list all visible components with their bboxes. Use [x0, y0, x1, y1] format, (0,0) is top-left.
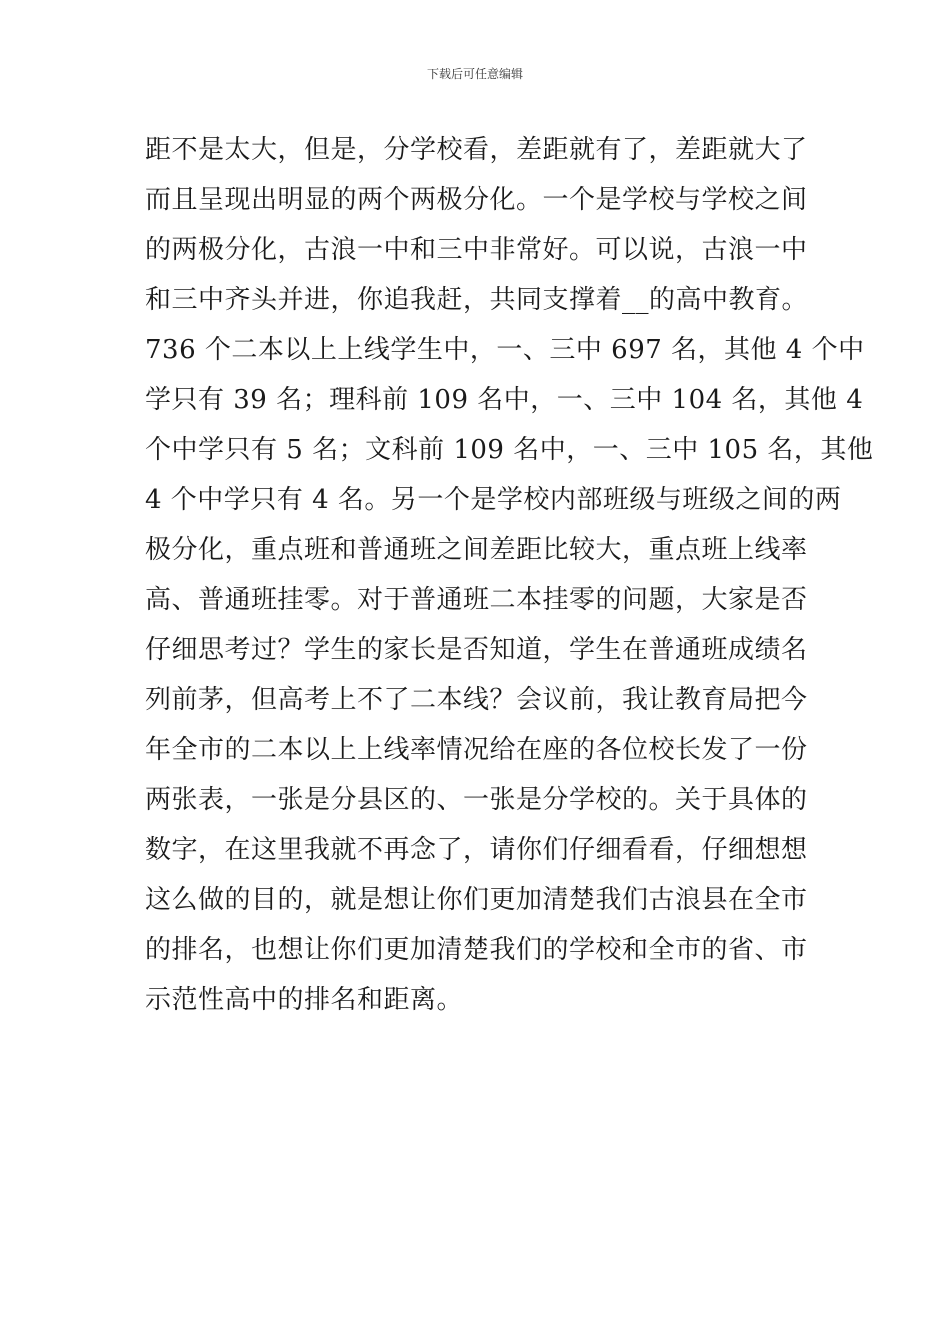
- text-line: 4 个中学只有 4 名。另一个是学校内部班级与班级之间的两: [145, 485, 842, 515]
- text-line: 学只有 39 名；理科前 109 名中，一、三中 104 名，其他 4: [145, 385, 864, 415]
- text-line: 极分化，重点班和普通班之间差距比较大，重点班上线率: [145, 535, 808, 565]
- page-header: 下载后可任意编辑: [426, 67, 523, 81]
- text-line: 列前茅，但高考上不了二本线？会议前，我让教育局把今: [145, 685, 808, 715]
- text-line: 的排名，也想让你们更加清楚我们的学校和全市的省、市: [145, 935, 808, 965]
- text-line: 和三中齐头并进，你追我赶，共同支撑着__的高中教育。: [145, 285, 809, 315]
- text-line: 两张表，一张是分县区的、一张是分学校的。关于具体的: [145, 785, 808, 815]
- text-line: 示范性高中的排名和距离。: [145, 985, 464, 1015]
- text-line: 高、普通班挂零。对于普通班二本挂零的问题，大家是否: [145, 585, 808, 615]
- document-body: [145, 125, 874, 1025]
- text-line: 这么做的目的，就是想让你们更加清楚我们古浪县在全市: [145, 885, 808, 915]
- text-line: 仔细思考过？学生的家长是否知道，学生在普通班成绩名: [145, 635, 808, 665]
- text-line: 数字，在这里我就不再念了，请你们仔细看看，仔细想想: [145, 835, 808, 865]
- text-line: 的两极分化，古浪一中和三中非常好。可以说，古浪一中: [145, 235, 808, 265]
- text-line: 而且呈现出明显的两个两极分化。一个是学校与学校之间: [145, 185, 808, 215]
- text-line: 年全市的二本以上上线率情况给在座的各位校长发了一份: [145, 735, 808, 765]
- text-line: 736 个二本以上上线学生中，一、三中 697 名，其他 4 个中: [145, 335, 865, 365]
- text-line: 距不是太大，但是，分学校看，差距就有了，差距就大了: [145, 135, 808, 165]
- text-line: 个中学只有 5 名；文科前 109 名中，一、三中 105 名，其他: [145, 435, 874, 465]
